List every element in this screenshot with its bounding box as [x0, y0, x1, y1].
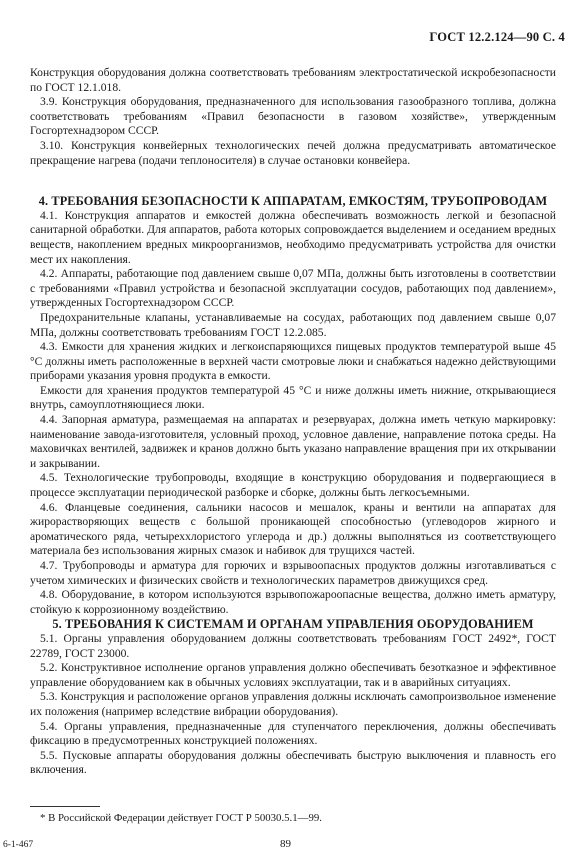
paragraph: 4.5. Технологические трубопроводы, входящие в конструкцию оборудования и подвергающиеся в процессе эксплуатации периодической разборке и сборке, должны быть легкосъемными.	[30, 471, 556, 500]
paragraph: Конструкция оборудования должна соответствовать требованиям электростатической искробезопасности по ГОСТ 12.1.018.	[30, 66, 556, 94]
section-heading: 5. ТРЕБОВАНИЯ К СИСТЕМАМ И ОРГАНАМ УПРАВЛЕНИЯ ОБОРУДОВАНИЕМ	[52, 617, 534, 632]
paragraph: 5.4. Органы управления, предназначенные для ступенчатого переключения, должны обеспечивать фиксацию в предусмотренных конструкцией положениях.	[30, 719, 556, 748]
paragraph: 4.2. Аппараты, работающие под давлением свыше 0,07 МПа, должны быть изготовлены в соответствии с требованиями «Правил устройства и безопасной эксплуатации сосудов, работающих под давлением», утвержденных Госгортехнадзором СССР.	[30, 267, 556, 310]
paragraph: 5.2. Конструктивное исполнение органов управления должно обеспечивать безотказное и эффективное управление оборудованием как в обычных условиях эксплуатации, так и в аварийных ситуациях.	[30, 661, 556, 689]
footnote-divider	[30, 806, 100, 807]
paragraph: Предохранительные клапаны, устанавливаемые на сосудах, работающих под давлением свыше 0,07 МПа, должны соответствовать требованиям ГОСТ 12.2.085.	[30, 310, 556, 339]
paragraph: 4.6. Фланцевые соединения, сальники насосов и мешалок, краны и вентили на аппаратах для жирорастворяющих веществ с большой проникающей способностью (углеводоров жирного и ароматического ряда, четыреххлористого углерода и др.) должны выполняться из соответствующего материала без использования жирных смазок и набивок для трущихся частей.	[30, 500, 556, 558]
section-heading: 4. ТРЕБОВАНИЯ БЕЗОПАСНОСТИ К АППАРАТАМ, ЕМКОСТЯМ, ТРУБОПРОВОДАМ	[38, 194, 548, 209]
print-code: 6-1-467	[3, 840, 34, 850]
paragraph: 5.3. Конструкция и расположение органов управления должны исключать самопроизвольное изменение их положения (например вследствие вибрации оборудования).	[30, 690, 556, 718]
paragraph: 4.7. Трубопроводы и арматура для горючих и взрывоопасных продуктов должны изготавливаться с учетом химических и физических свойств и технологических параметров движущихся сред.	[30, 559, 556, 587]
page-header: ГОСТ 12.2.124—90 С. 4	[429, 30, 565, 44]
paragraph: 3.9. Конструкция оборудования, предназначенного для использования газообразного топлива, должна соответствовать требованиям «Правил безопасности в газовом хозяйстве», утвержденным Госгортехнадзором СССР.	[30, 95, 556, 138]
paragraph: 4.3. Емкости для хранения жидких и легкоиспаряющихся пищевых продуктов температурой выше 45 °С должны иметь расположенные в верхней части смотровые люки и снабжаться надежно действующими приборами указания уровня продукта в емкости.	[30, 340, 556, 383]
footnote: * В Российской Федерации действует ГОСТ Р 50030.5.1—99.	[40, 812, 322, 824]
page-number: 89	[280, 838, 291, 850]
paragraph: 4.1. Конструкция аппаратов и емкостей должна обеспечивать возможность легкой и безопасной санитарной обработки. Для аппаратов, работа которых сопровождается выделением и оседанием вредных веществ, накоплением вредных микроорганизмов, необходимо предусматривать устройства для очистки мест их накопления.	[30, 208, 556, 266]
paragraph: 3.10. Конструкция конвейерных технологических печей должна предусматривать автоматическое прекращение нагрева (подачи теплоносителя) в случае остановки конвейера.	[30, 138, 556, 167]
paragraph: Емкости для хранения продуктов температурой 45 °С и ниже должны иметь нижние, открывающиеся внутрь, самоуплотняющиеся люки.	[30, 383, 556, 412]
paragraph: 5.1. Органы управления оборудованием должны соответствовать требованиям ГОСТ 2492*, ГОСТ 22789, ГОСТ 23000.	[30, 631, 556, 660]
paragraph: 5.5. Пусковые аппараты оборудования должны обеспечивать быструю выключения и плавность его включения.	[30, 748, 556, 777]
paragraph: 4.4. Запорная арматура, размещаемая на аппаратах и резервуарах, должна иметь четкую маркировку: наименование завода-изготовителя, условный проход, условное давление, направление потока среды. На маховичках вентилей, задвижек и кранов должно быть указано направление вращения при их открывании и закрывании.	[30, 413, 556, 470]
paragraph: 4.8. Оборудование, в котором используются взрывопожароопасные вещества, должно иметь арматуру, стойкую к коррозионному воздействию.	[30, 588, 556, 616]
document-body	[30, 66, 556, 778]
